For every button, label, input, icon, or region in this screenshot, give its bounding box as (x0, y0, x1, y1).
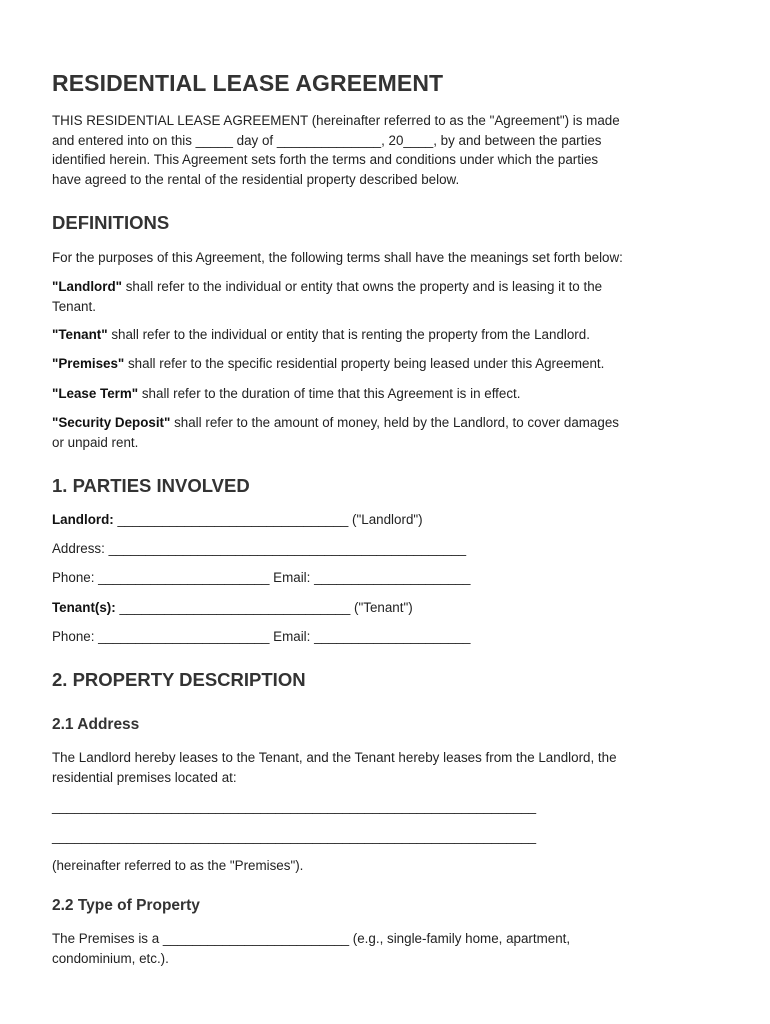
definition-term: "Security Deposit" (52, 415, 171, 430)
tenant-label: Tenant(s): (52, 600, 116, 615)
address-paragraph (52, 748, 617, 787)
definitions-heading: DEFINITIONS (52, 212, 170, 233)
definition-text: shall refer to the individual or entity that owns the property and is leasing it to the (121, 279, 603, 294)
address-blank-line: _________________________________________________________________ (52, 829, 537, 844)
document-title: RESIDENTIAL LEASE AGREEMENT (52, 70, 444, 96)
tenant-blank: _______________________________ ("Tenant") (115, 600, 413, 615)
definition-security-deposit (52, 413, 619, 452)
property-type-subheading: 2.2 Type of Property (52, 897, 200, 914)
definition-text: shall refer to the individual or entity that is renting the property from the Landlord. (107, 327, 590, 342)
intro-line: and entered into on this _____ day of ______________, 20____, by and between the parties (52, 132, 602, 148)
landlord-field (52, 510, 423, 530)
property-type-text: condominium, etc.). (52, 950, 169, 966)
property-heading: 2. PROPERTY DESCRIPTION (52, 669, 306, 690)
definition-term: "Landlord" (52, 279, 122, 294)
intro-line: have agreed to the rental of the residential property described below. (52, 171, 460, 187)
definition-text: shall refer to the amount of money, held by the Landlord, to cover damages (170, 415, 619, 430)
definition-text: Tenant. (52, 298, 96, 314)
intro-line: identified herein. This Agreement sets forth the terms and conditions under which the parties (52, 152, 599, 168)
landlord-phone-email-field: Phone: _______________________ Email: _____________________ (52, 570, 471, 585)
tenant-field (52, 598, 413, 618)
definition-term: "Premises" (52, 356, 125, 371)
property-type-text: The Premises is a _________________________ (e.g., single-family home, apartment, (52, 931, 571, 946)
definitions-lead: For the purposes of this Agreement, the following terms shall have the meanings set forth below: (52, 250, 623, 265)
definition-term: "Lease Term" (52, 386, 139, 401)
intro-line: THIS RESIDENTIAL LEASE AGREEMENT (hereinafter referred to as the "Agreement") is made (52, 113, 620, 128)
address-text: The Landlord hereby leases to the Tenant, and the Tenant hereby leases from the Landlord, the (52, 750, 617, 765)
definition-text: or unpaid rent. (52, 434, 139, 450)
definition-landlord (52, 277, 602, 316)
tenant-phone-email-field: Phone: _______________________ Email: _____________________ (52, 629, 471, 644)
address-text: residential premises located at: (52, 769, 237, 785)
property-type-paragraph (52, 929, 570, 968)
definition-lease-term (52, 384, 520, 404)
landlord-address-field: Address: ________________________________________________ (52, 541, 467, 556)
definition-premises (52, 354, 604, 374)
landlord-label: Landlord: (52, 512, 114, 527)
definition-tenant (52, 325, 590, 345)
landlord-blank: _______________________________ ("Landlord") (113, 512, 423, 527)
parties-heading: 1. PARTIES INVOLVED (52, 475, 250, 496)
definition-term: "Tenant" (52, 327, 108, 342)
premises-note: (hereinafter referred to as the "Premises"). (52, 858, 304, 873)
address-subheading: 2.1 Address (52, 716, 140, 733)
definition-text: shall refer to the specific residential property being leased under this Agreement. (124, 356, 605, 371)
address-blank-line: _________________________________________________________________ (52, 799, 537, 814)
definition-text: shall refer to the duration of time that this Agreement is in effect. (138, 386, 521, 401)
intro-paragraph (52, 111, 620, 189)
